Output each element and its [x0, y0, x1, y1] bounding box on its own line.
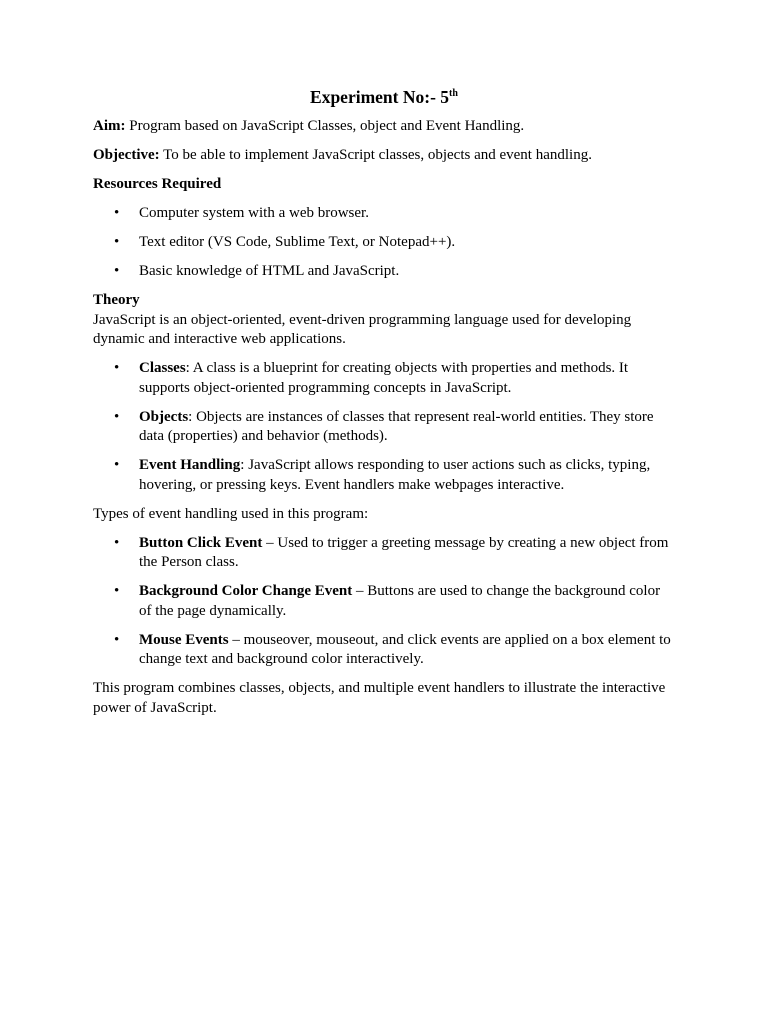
list-item	[93, 534, 675, 573]
aim-paragraph	[93, 117, 675, 137]
bullet-icon: •	[114, 583, 120, 599]
bullet-icon: •	[114, 205, 120, 221]
theory-heading: Theory	[93, 292, 140, 308]
list-item	[93, 456, 675, 495]
bullet-icon: •	[114, 234, 120, 250]
term-description: : JavaScript allows responding to user actions such as clicks, typing, hovering, or pressing keys. Event handlers make webpages interactive.	[139, 457, 651, 493]
term-label: Mouse Events	[139, 631, 229, 648]
objective-label: Objective:	[93, 147, 160, 163]
page-title	[93, 86, 675, 108]
term-label: Objects	[139, 408, 189, 425]
title-superscript: th	[449, 88, 458, 99]
list-item	[93, 359, 675, 398]
term-description: – Used to trigger a greeting message by creating a new object from the Person class.	[139, 534, 669, 570]
aim-label: Aim:	[93, 118, 126, 134]
resources-list	[93, 204, 675, 282]
term-description: – Buttons are used to change the background color of the page dynamically.	[139, 583, 661, 619]
objective-text: To be able to implement JavaScript classes, objects and event handling.	[159, 147, 592, 163]
bullet-icon: •	[114, 631, 120, 648]
term-label: Classes	[139, 360, 186, 376]
list-item-text: Computer system with a web browser.	[139, 205, 369, 221]
bullet-icon: •	[114, 263, 120, 279]
term-description: : A class is a blueprint for creating objects with properties and methods. It supports object-oriented programming concepts in JavaScript.	[139, 360, 629, 396]
term-label: Background Color Change Event	[139, 583, 353, 599]
theory-intro: JavaScript is an object-oriented, event-driven programming language used for developing dynamic and interactive web applications.	[93, 311, 632, 347]
title-text: Experiment No:- 5	[310, 87, 450, 107]
term-description: – mouseover, mouseout, and click events are applied on a box element to change text and background color interactively.	[139, 631, 671, 667]
bullet-icon: •	[114, 457, 120, 473]
bullet-icon: •	[114, 360, 120, 376]
term-label: Button Click Event	[139, 534, 263, 551]
term-label: Event Handling	[139, 457, 241, 473]
event-types-intro: Types of event handling used in this program:	[93, 505, 369, 522]
aim-text: Program based on JavaScript Classes, object and Event Handling.	[125, 118, 525, 134]
bullet-icon: •	[114, 408, 120, 425]
theory-list	[93, 359, 675, 495]
resources-heading: Resources Required	[93, 176, 222, 192]
event-types-list	[93, 534, 675, 670]
list-item	[93, 204, 675, 224]
document-page	[93, 86, 675, 728]
list-item-text: Basic knowledge of HTML and JavaScript.	[139, 263, 400, 279]
conclusion-paragraph: This program combines classes, objects, and multiple event handlers to illustrate the interactive power of JavaScript.	[93, 680, 666, 716]
list-item	[93, 582, 675, 621]
term-description: : Objects are instances of classes that represent real-world entities. They store data (properties) and behavior (methods).	[139, 408, 654, 444]
list-item	[93, 408, 675, 447]
objective-paragraph	[93, 146, 675, 166]
bullet-icon: •	[114, 534, 120, 551]
list-item-text: Text editor (VS Code, Sublime Text, or Notepad++).	[139, 234, 456, 250]
list-item	[93, 631, 675, 670]
list-item	[93, 233, 675, 253]
list-item	[93, 262, 675, 282]
